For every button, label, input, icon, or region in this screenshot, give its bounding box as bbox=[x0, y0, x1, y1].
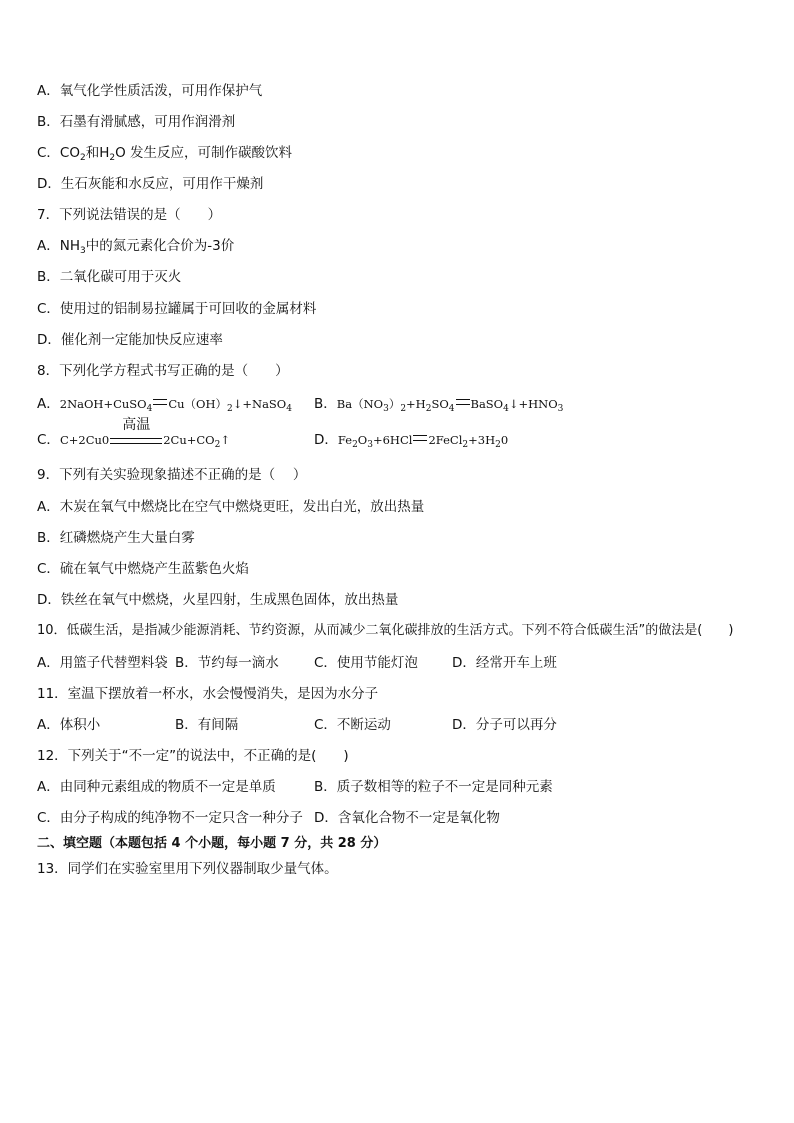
q10-option-d: D．经常开车上班 bbox=[452, 655, 557, 671]
q8-a-eq-sub: 4 bbox=[146, 404, 153, 414]
q6-c-text-2: 和H bbox=[85, 145, 110, 161]
q7-option-c: C．使用过的铝制易拉罐属于可回收的金属材料 bbox=[37, 301, 317, 317]
q8-b-eq-sub: 4 bbox=[503, 404, 509, 414]
equals-sign bbox=[153, 399, 167, 405]
q8-b-eq-sub: 2 bbox=[425, 404, 432, 414]
q12-stem: 12．下列关于“不一定”的说法中，不正确的是( ) bbox=[37, 748, 349, 764]
q6-option-a: A．氧气化学性质活泼，可用作保护气 bbox=[37, 83, 263, 99]
q8-d-eq-sub: 2 bbox=[495, 440, 501, 450]
q6-c-sub-1: 2 bbox=[79, 153, 86, 163]
q8-b-equation bbox=[336, 397, 564, 414]
q12-option-c: C．由分子构成的纯净物不一定只含一种分子 bbox=[37, 810, 303, 826]
q9-option-a: A．木炭在氧气中燃烧比在空气中燃烧更旺，发出白光，放出热量 bbox=[37, 499, 425, 515]
q9-option-d: D．铁丝在氧气中燃烧，火星四射，生成黑色固体，放出热量 bbox=[37, 592, 399, 608]
q8-d-eq-sub: 2 bbox=[352, 440, 358, 450]
q12-option-a: A．由同种元素组成的物质不一定是单质 bbox=[37, 779, 276, 795]
equals-sign bbox=[413, 435, 427, 441]
reaction-condition bbox=[110, 417, 162, 446]
q8-d-eq-part: 2FeCl bbox=[428, 433, 463, 447]
q8-option-b bbox=[314, 395, 563, 418]
q8-b-eq-part: +H bbox=[406, 397, 426, 411]
q8-a-label: A． bbox=[37, 396, 60, 412]
q8-c-eq-part: C+2Cu0 bbox=[59, 433, 110, 447]
q6-c-text-1: C．CO bbox=[37, 145, 80, 161]
q7-a-text-2: 中的氮元素化合价为-3价 bbox=[85, 238, 235, 254]
q7-option-a bbox=[37, 237, 234, 260]
q8-c-eq-part: 2Cu+CO bbox=[163, 433, 215, 447]
q10-stem: 10．低碳生活，是指减少能源消耗、节约资源，从而减少二氧化碳排放的生活方式。下列不符合低碳生活”的做法是( ) bbox=[37, 623, 734, 638]
q8-b-eq-part: ） bbox=[388, 397, 401, 411]
q8-d-eq-sub: 2 bbox=[462, 440, 469, 450]
q8-d-label: D． bbox=[314, 432, 338, 448]
q8-b-eq-sub: 4 bbox=[448, 404, 455, 414]
q6-option-c bbox=[37, 144, 292, 167]
q8-d-eq-part: 0 bbox=[500, 433, 509, 447]
reaction-condition-label: 高温 bbox=[122, 417, 151, 433]
q12-option-d: D．含氧化合物不一定是氧化物 bbox=[314, 810, 500, 826]
q8-b-eq-sub: 3 bbox=[557, 404, 564, 414]
q11-option-d: D．分子可以再分 bbox=[452, 717, 557, 733]
q8-b-eq-part: BaSO bbox=[470, 397, 504, 411]
q7-option-d: D．催化剂一定能加快反应速率 bbox=[37, 332, 223, 348]
q8-option-d bbox=[314, 431, 508, 454]
q6-c-sub-2: 2 bbox=[109, 153, 116, 163]
q9-option-b: B．红磷燃烧产生大量白雾 bbox=[37, 530, 195, 546]
q8-a-eq-part: 2NaOH+CuSO bbox=[59, 397, 147, 411]
q9-stem: 9．下列有关实验现象描述不正确的是（ ） bbox=[37, 467, 307, 483]
q8-d-eq-part: O bbox=[357, 433, 368, 447]
q8-c-eq-part: ↑ bbox=[220, 433, 230, 447]
q8-a-eq-part: Cu（OH） bbox=[168, 397, 227, 411]
q8-option-a bbox=[37, 395, 292, 418]
q9-option-c: C．硫在氧气中燃烧产生蓝紫色火焰 bbox=[37, 561, 249, 577]
section-heading: 二、填空题（本题包括 4 个小题，每小题 7 分，共 28 分） bbox=[37, 836, 387, 851]
q8-b-eq-part: SO bbox=[431, 397, 449, 411]
q7-a-text-1: A．NH bbox=[37, 238, 80, 254]
q13-stem: 13．同学们在实验室里用下列仪器制取少量气体。 bbox=[37, 861, 338, 877]
q8-b-eq-part: Ba（NO bbox=[336, 397, 384, 411]
q11-option-b: B．有间隔 bbox=[175, 717, 239, 733]
reaction-equals-bars bbox=[110, 438, 162, 444]
q8-a-equation bbox=[59, 397, 292, 414]
q6-c-text-3: O 发生反应，可制作碳酸饮料 bbox=[115, 145, 293, 161]
q6-option-d: D．生石灰能和水反应，可用作干燥剂 bbox=[37, 176, 264, 192]
q8-b-eq-part: ↓+HNO bbox=[508, 397, 558, 411]
q8-stem: 8．下列化学方程式书写正确的是（ ） bbox=[37, 363, 289, 379]
q11-option-c: C．不断运动 bbox=[314, 717, 391, 733]
equals-sign bbox=[456, 399, 470, 405]
q8-c-eq-sub: 2 bbox=[214, 440, 221, 450]
q10-option-b: B．节约每一滴水 bbox=[175, 655, 279, 671]
q10-option-c: C．使用节能灯泡 bbox=[314, 655, 418, 671]
q8-a-eq-sub: 4 bbox=[286, 404, 292, 414]
q8-c-equation bbox=[59, 417, 230, 450]
q8-b-label: B． bbox=[314, 396, 337, 412]
q8-option-c bbox=[37, 417, 230, 454]
q12-option-b: B．质子数相等的粒子不一定是同种元素 bbox=[314, 779, 553, 795]
q8-a-eq-part: ↓+NaSO bbox=[232, 397, 287, 411]
q8-d-eq-part: +6HCl bbox=[372, 433, 413, 447]
q11-stem: 11．室温下摆放着一杯水，水会慢慢消失，是因为水分子 bbox=[37, 686, 379, 702]
q6-option-b: B．石墨有滑腻感，可用作润滑剂 bbox=[37, 114, 236, 130]
q8-d-eq-part: Fe bbox=[337, 433, 353, 447]
q11-option-a: A．体积小 bbox=[37, 717, 101, 733]
q8-b-eq-sub: 2 bbox=[400, 404, 407, 414]
q8-d-equation bbox=[337, 433, 509, 450]
q10-option-a: A．用篮子代替塑料袋 bbox=[37, 655, 168, 671]
q7-option-b: B．二氧化碳可用于灭火 bbox=[37, 269, 182, 285]
q7-stem: 7．下列说法错误的是（ ） bbox=[37, 207, 222, 223]
q7-a-sub: 3 bbox=[80, 246, 86, 256]
q8-d-eq-part: +3H bbox=[468, 433, 496, 447]
q8-a-eq-sub: 2 bbox=[227, 404, 233, 414]
q8-c-label: C． bbox=[37, 432, 60, 448]
q8-d-eq-sub: 3 bbox=[367, 440, 373, 450]
q8-b-eq-sub: 3 bbox=[383, 404, 389, 414]
